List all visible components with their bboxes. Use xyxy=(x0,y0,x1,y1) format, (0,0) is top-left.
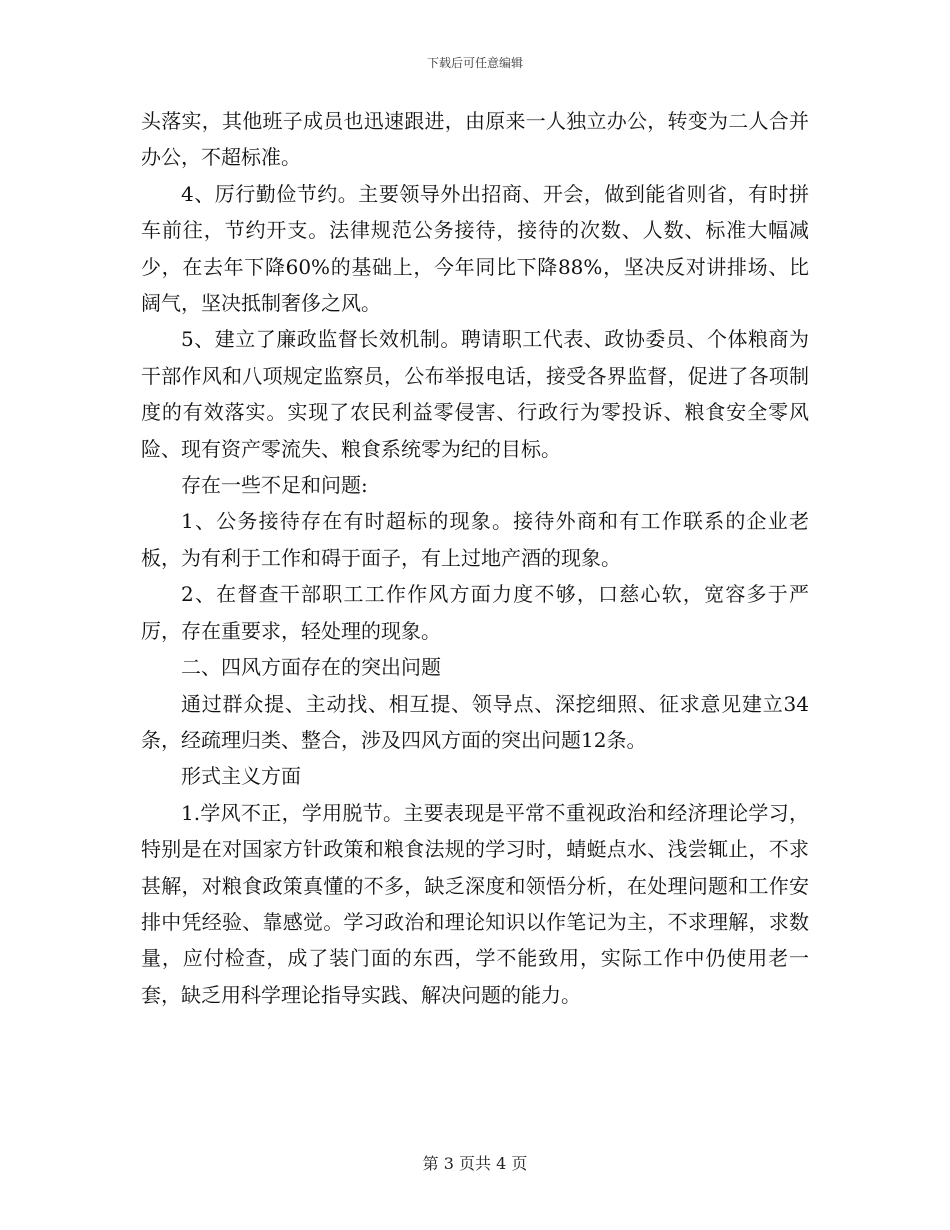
paragraph-item-5: 5、建立了廉政监督长效机制。聘请职工代表、政协委员、个体粮商为干部作风和八项规定监察员，公布举报电话，接受各界监督，促进了各项制度的有效落实。实现了农民利益零侵害、行政行为零投诉、粮食安全零风险、现有资产零流失、粮食系统零为纪的目标。 xyxy=(141,327,809,461)
paragraph-shortcoming-2: 2、在督查干部职工工作作风方面力度不够，口慈心软，宽容多于严厉，存在重要求，轻处理的现象。 xyxy=(141,582,809,643)
section-heading-shortcomings: 存在一些不足和问题: xyxy=(181,473,368,498)
paragraph-continuation: 头落实，其他班子成员也迅速跟进，由原来一人独立办公，转变为二人合并办公，不超标准。 xyxy=(141,109,809,170)
paragraph-four-winds-intro: 通过群众提、主动找、相互提、领导点、深挖细照、征求意见建立34条，经疏理归类、整合，涉及四风方面的突出问题12条。 xyxy=(141,691,809,752)
document-body xyxy=(141,103,809,1013)
paragraph-formalism-1: 1.学风不正，学用脱节。主要表现是平常不重视政治和经济理论学习，特别是在对国家方针政策和粮食法规的学习时，蜻蜓点水、浅尝辄止，不求甚解，对粮食政策真懂的不多，缺乏深度和领悟分析，在处理问题和工作安排中凭经验、靠感觉。学习政治和理论知识以作笔记为主，不求理解，求数量，应付检查，成了装门面的东西，学不能致用，实际工作中仍使用老一套，缺乏用科学理论指导实践、解决问题的能力。 xyxy=(141,800,809,1007)
subheading-formalism: 形式主义方面 xyxy=(181,764,301,789)
paragraph-item-4: 4、厉行勤俭节约。主要领导外出招商、开会，做到能省则省，有时拼车前往，节约开支。法律规范公务接待，接待的次数、人数、标准大幅减少，在去年下降60%的基础上，今年同比下降88%，坚决反对讲排场、比阔气，坚决抵制奢侈之风。 xyxy=(141,181,809,316)
section-heading-four-winds: 二、四风方面存在的突出问题 xyxy=(181,655,441,680)
page-footer: 第 3 页共 4 页 xyxy=(422,1154,528,1173)
paragraph-shortcoming-1: 1、公务接待存在有时超标的现象。接待外商和有工作联系的企业老板，为有利于工作和碍于面子，有上过地产酒的现象。 xyxy=(141,509,809,570)
page-header: 下载后可任意编辑 xyxy=(426,56,523,70)
